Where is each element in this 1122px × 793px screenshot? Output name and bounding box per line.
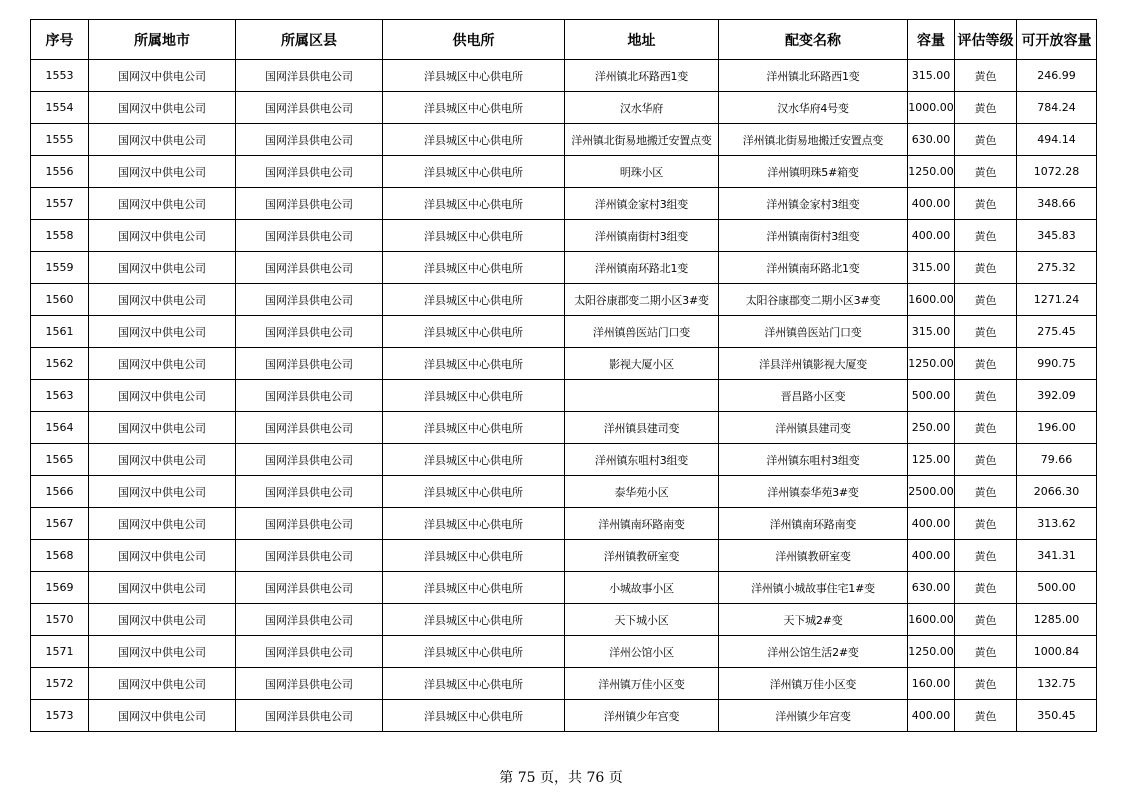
cell-county: 国网洋县供电公司 <box>236 700 383 732</box>
cell-address: 汉水华府 <box>565 92 719 124</box>
cell-county: 国网洋县供电公司 <box>236 252 383 284</box>
cell-seq: 1569 <box>31 572 89 604</box>
cell-address <box>565 380 719 412</box>
cell-seq: 1564 <box>31 412 89 444</box>
header-available-capacity: 可开放容量 <box>1017 20 1097 60</box>
cell-available-capacity: 196.00 <box>1017 412 1097 444</box>
cell-available-capacity: 348.66 <box>1017 188 1097 220</box>
cell-rating: 黄色 <box>955 252 1017 284</box>
cell-seq: 1566 <box>31 476 89 508</box>
cell-capacity: 2500.00 <box>908 476 955 508</box>
cell-county: 国网洋县供电公司 <box>236 156 383 188</box>
cell-city: 国网汉中供电公司 <box>89 572 236 604</box>
cell-seq: 1567 <box>31 508 89 540</box>
cell-transformer-name: 洋州镇县建司变 <box>719 412 908 444</box>
cell-transformer-name: 洋县洋州镇影视大厦变 <box>719 348 908 380</box>
cell-station: 洋县城区中心供电所 <box>383 508 565 540</box>
cell-available-capacity: 392.09 <box>1017 380 1097 412</box>
cell-capacity: 1000.00 <box>908 92 955 124</box>
cell-station: 洋县城区中心供电所 <box>383 348 565 380</box>
header-station: 供电所 <box>383 20 565 60</box>
cell-seq: 1560 <box>31 284 89 316</box>
cell-county: 国网洋县供电公司 <box>236 636 383 668</box>
cell-transformer-name: 洋州镇兽医站门口变 <box>719 316 908 348</box>
cell-available-capacity: 132.75 <box>1017 668 1097 700</box>
cell-rating: 黄色 <box>955 572 1017 604</box>
cell-capacity: 400.00 <box>908 220 955 252</box>
cell-county: 国网洋县供电公司 <box>236 92 383 124</box>
cell-station: 洋县城区中心供电所 <box>383 252 565 284</box>
cell-capacity: 315.00 <box>908 60 955 92</box>
cell-address: 太阳谷康郡变二期小区3#变 <box>565 284 719 316</box>
cell-address: 洋州镇南环路北1变 <box>565 252 719 284</box>
table-row <box>31 220 1097 252</box>
cell-available-capacity: 313.62 <box>1017 508 1097 540</box>
cell-address: 影视大厦小区 <box>565 348 719 380</box>
cell-capacity: 250.00 <box>908 412 955 444</box>
table-row <box>31 188 1097 220</box>
table-row <box>31 540 1097 572</box>
cell-rating: 黄色 <box>955 60 1017 92</box>
cell-city: 国网汉中供电公司 <box>89 444 236 476</box>
header-capacity: 容量 <box>908 20 955 60</box>
header-seq: 序号 <box>31 20 89 60</box>
table-row <box>31 508 1097 540</box>
cell-transformer-name: 洋州镇南环路南变 <box>719 508 908 540</box>
table-row <box>31 604 1097 636</box>
cell-capacity: 315.00 <box>908 252 955 284</box>
cell-city: 国网汉中供电公司 <box>89 188 236 220</box>
cell-station: 洋县城区中心供电所 <box>383 284 565 316</box>
cell-rating: 黄色 <box>955 412 1017 444</box>
cell-city: 国网汉中供电公司 <box>89 252 236 284</box>
table-row <box>31 412 1097 444</box>
cell-seq: 1572 <box>31 668 89 700</box>
cell-transformer-name: 洋州镇泰华苑3#变 <box>719 476 908 508</box>
cell-rating: 黄色 <box>955 316 1017 348</box>
cell-capacity: 1250.00 <box>908 348 955 380</box>
cell-seq: 1563 <box>31 380 89 412</box>
cell-seq: 1565 <box>31 444 89 476</box>
cell-seq: 1553 <box>31 60 89 92</box>
cell-station: 洋县城区中心供电所 <box>383 156 565 188</box>
cell-capacity: 1600.00 <box>908 284 955 316</box>
table-row <box>31 252 1097 284</box>
cell-county: 国网洋县供电公司 <box>236 284 383 316</box>
cell-county: 国网洋县供电公司 <box>236 540 383 572</box>
cell-rating: 黄色 <box>955 92 1017 124</box>
cell-county: 国网洋县供电公司 <box>236 316 383 348</box>
cell-rating: 黄色 <box>955 188 1017 220</box>
table-row <box>31 92 1097 124</box>
cell-county: 国网洋县供电公司 <box>236 348 383 380</box>
cell-city: 国网汉中供电公司 <box>89 380 236 412</box>
cell-transformer-name: 汉水华府4号变 <box>719 92 908 124</box>
cell-address: 洋州镇北环路西1变 <box>565 60 719 92</box>
cell-address: 洋州镇北街易地搬迁安置点变 <box>565 124 719 156</box>
cell-available-capacity: 784.24 <box>1017 92 1097 124</box>
cell-station: 洋县城区中心供电所 <box>383 92 565 124</box>
cell-rating: 黄色 <box>955 348 1017 380</box>
table-row <box>31 316 1097 348</box>
cell-available-capacity: 350.45 <box>1017 700 1097 732</box>
table-row <box>31 572 1097 604</box>
table-row <box>31 156 1097 188</box>
cell-available-capacity: 990.75 <box>1017 348 1097 380</box>
cell-station: 洋县城区中心供电所 <box>383 60 565 92</box>
cell-rating: 黄色 <box>955 668 1017 700</box>
cell-rating: 黄色 <box>955 476 1017 508</box>
table-header-row <box>31 20 1097 60</box>
cell-station: 洋县城区中心供电所 <box>383 124 565 156</box>
cell-seq: 1573 <box>31 700 89 732</box>
cell-county: 国网洋县供电公司 <box>236 124 383 156</box>
cell-transformer-name: 晋昌路小区变 <box>719 380 908 412</box>
cell-capacity: 630.00 <box>908 572 955 604</box>
cell-county: 国网洋县供电公司 <box>236 604 383 636</box>
cell-address: 洋州镇教研室变 <box>565 540 719 572</box>
cell-seq: 1556 <box>31 156 89 188</box>
cell-rating: 黄色 <box>955 380 1017 412</box>
cell-capacity: 1600.00 <box>908 604 955 636</box>
cell-station: 洋县城区中心供电所 <box>383 380 565 412</box>
cell-county: 国网洋县供电公司 <box>236 380 383 412</box>
table-row <box>31 700 1097 732</box>
cell-station: 洋县城区中心供电所 <box>383 188 565 220</box>
cell-county: 国网洋县供电公司 <box>236 572 383 604</box>
table-row <box>31 60 1097 92</box>
cell-county: 国网洋县供电公司 <box>236 220 383 252</box>
cell-available-capacity: 345.83 <box>1017 220 1097 252</box>
cell-city: 国网汉中供电公司 <box>89 508 236 540</box>
cell-station: 洋县城区中心供电所 <box>383 444 565 476</box>
cell-address: 洋州镇南街村3组变 <box>565 220 719 252</box>
cell-station: 洋县城区中心供电所 <box>383 668 565 700</box>
cell-seq: 1554 <box>31 92 89 124</box>
cell-station: 洋县城区中心供电所 <box>383 572 565 604</box>
cell-county: 国网洋县供电公司 <box>236 188 383 220</box>
cell-address: 洋州镇少年宫变 <box>565 700 719 732</box>
cell-city: 国网汉中供电公司 <box>89 284 236 316</box>
table-row <box>31 380 1097 412</box>
table-row <box>31 444 1097 476</box>
table-row <box>31 348 1097 380</box>
cell-station: 洋县城区中心供电所 <box>383 604 565 636</box>
cell-county: 国网洋县供电公司 <box>236 508 383 540</box>
cell-city: 国网汉中供电公司 <box>89 540 236 572</box>
cell-transformer-name: 洋州镇万佳小区变 <box>719 668 908 700</box>
cell-address: 洋州镇南环路南变 <box>565 508 719 540</box>
cell-station: 洋县城区中心供电所 <box>383 220 565 252</box>
cell-transformer-name: 洋州镇金家村3组变 <box>719 188 908 220</box>
cell-station: 洋县城区中心供电所 <box>383 700 565 732</box>
cell-transformer-name: 洋州镇南环路北1变 <box>719 252 908 284</box>
table-row <box>31 476 1097 508</box>
cell-available-capacity: 500.00 <box>1017 572 1097 604</box>
cell-county: 国网洋县供电公司 <box>236 476 383 508</box>
cell-transformer-name: 洋州镇东咀村3组变 <box>719 444 908 476</box>
header-address: 地址 <box>565 20 719 60</box>
cell-transformer-name: 洋州镇小城故事住宅1#变 <box>719 572 908 604</box>
cell-seq: 1568 <box>31 540 89 572</box>
cell-county: 国网洋县供电公司 <box>236 412 383 444</box>
cell-station: 洋县城区中心供电所 <box>383 316 565 348</box>
cell-address: 洋州镇兽医站门口变 <box>565 316 719 348</box>
cell-station: 洋县城区中心供电所 <box>383 412 565 444</box>
cell-city: 国网汉中供电公司 <box>89 60 236 92</box>
cell-address: 天下城小区 <box>565 604 719 636</box>
cell-rating: 黄色 <box>955 124 1017 156</box>
page-number: 第 75 页，共 76 页 <box>499 770 623 786</box>
cell-station: 洋县城区中心供电所 <box>383 540 565 572</box>
cell-transformer-name: 洋州镇北街易地搬迁安置点变 <box>719 124 908 156</box>
cell-available-capacity: 79.66 <box>1017 444 1097 476</box>
cell-seq: 1571 <box>31 636 89 668</box>
cell-city: 国网汉中供电公司 <box>89 412 236 444</box>
cell-capacity: 500.00 <box>908 380 955 412</box>
cell-city: 国网汉中供电公司 <box>89 348 236 380</box>
table-body <box>31 60 1097 732</box>
header-rating: 评估等级 <box>955 20 1017 60</box>
cell-rating: 黄色 <box>955 156 1017 188</box>
cell-address: 洋州镇县建司变 <box>565 412 719 444</box>
cell-city: 国网汉中供电公司 <box>89 476 236 508</box>
table-row <box>31 668 1097 700</box>
cell-available-capacity: 1285.00 <box>1017 604 1097 636</box>
cell-seq: 1562 <box>31 348 89 380</box>
cell-transformer-name: 太阳谷康郡变二期小区3#变 <box>719 284 908 316</box>
cell-city: 国网汉中供电公司 <box>89 668 236 700</box>
cell-city: 国网汉中供电公司 <box>89 124 236 156</box>
cell-address: 洋州镇金家村3组变 <box>565 188 719 220</box>
cell-transformer-name: 洋州镇南街村3组变 <box>719 220 908 252</box>
cell-capacity: 630.00 <box>908 124 955 156</box>
cell-rating: 黄色 <box>955 508 1017 540</box>
cell-seq: 1558 <box>31 220 89 252</box>
cell-city: 国网汉中供电公司 <box>89 220 236 252</box>
cell-available-capacity: 275.45 <box>1017 316 1097 348</box>
cell-city: 国网汉中供电公司 <box>89 316 236 348</box>
cell-available-capacity: 1000.84 <box>1017 636 1097 668</box>
cell-station: 洋县城区中心供电所 <box>383 636 565 668</box>
cell-transformer-name: 洋州公馆生活2#变 <box>719 636 908 668</box>
cell-available-capacity: 494.14 <box>1017 124 1097 156</box>
cell-seq: 1555 <box>31 124 89 156</box>
cell-transformer-name: 洋州镇少年宫变 <box>719 700 908 732</box>
cell-seq: 1559 <box>31 252 89 284</box>
cell-city: 国网汉中供电公司 <box>89 604 236 636</box>
cell-capacity: 400.00 <box>908 188 955 220</box>
cell-available-capacity: 246.99 <box>1017 60 1097 92</box>
cell-rating: 黄色 <box>955 284 1017 316</box>
cell-available-capacity: 341.31 <box>1017 540 1097 572</box>
cell-capacity: 400.00 <box>908 508 955 540</box>
cell-city: 国网汉中供电公司 <box>89 156 236 188</box>
cell-address: 洋州镇万佳小区变 <box>565 668 719 700</box>
cell-capacity: 125.00 <box>908 444 955 476</box>
cell-available-capacity: 2066.30 <box>1017 476 1097 508</box>
cell-transformer-name: 洋州镇教研室变 <box>719 540 908 572</box>
cell-available-capacity: 1072.28 <box>1017 156 1097 188</box>
table-row <box>31 636 1097 668</box>
cell-rating: 黄色 <box>955 604 1017 636</box>
capacity-table <box>30 19 1097 732</box>
cell-address: 泰华苑小区 <box>565 476 719 508</box>
cell-capacity: 1250.00 <box>908 636 955 668</box>
cell-address: 洋州镇东咀村3组变 <box>565 444 719 476</box>
header-city: 所属地市 <box>89 20 236 60</box>
cell-county: 国网洋县供电公司 <box>236 668 383 700</box>
cell-county: 国网洋县供电公司 <box>236 60 383 92</box>
table-row <box>31 124 1097 156</box>
cell-seq: 1561 <box>31 316 89 348</box>
cell-address: 洋州公馆小区 <box>565 636 719 668</box>
cell-capacity: 315.00 <box>908 316 955 348</box>
cell-available-capacity: 1271.24 <box>1017 284 1097 316</box>
cell-address: 明珠小区 <box>565 156 719 188</box>
cell-city: 国网汉中供电公司 <box>89 92 236 124</box>
cell-capacity: 400.00 <box>908 700 955 732</box>
cell-rating: 黄色 <box>955 636 1017 668</box>
cell-address: 小城故事小区 <box>565 572 719 604</box>
cell-capacity: 1250.00 <box>908 156 955 188</box>
cell-available-capacity: 275.32 <box>1017 252 1097 284</box>
header-transformer-name: 配变名称 <box>719 20 908 60</box>
table-row <box>31 284 1097 316</box>
cell-capacity: 160.00 <box>908 668 955 700</box>
cell-seq: 1557 <box>31 188 89 220</box>
cell-rating: 黄色 <box>955 220 1017 252</box>
cell-station: 洋县城区中心供电所 <box>383 476 565 508</box>
cell-transformer-name: 洋州镇明珠5#箱变 <box>719 156 908 188</box>
cell-city: 国网汉中供电公司 <box>89 636 236 668</box>
cell-rating: 黄色 <box>955 540 1017 572</box>
cell-rating: 黄色 <box>955 700 1017 732</box>
cell-seq: 1570 <box>31 604 89 636</box>
cell-city: 国网汉中供电公司 <box>89 700 236 732</box>
cell-transformer-name: 洋州镇北环路西1变 <box>719 60 908 92</box>
cell-county: 国网洋县供电公司 <box>236 444 383 476</box>
cell-transformer-name: 天下城2#变 <box>719 604 908 636</box>
header-county: 所属区县 <box>236 20 383 60</box>
cell-capacity: 400.00 <box>908 540 955 572</box>
cell-rating: 黄色 <box>955 444 1017 476</box>
